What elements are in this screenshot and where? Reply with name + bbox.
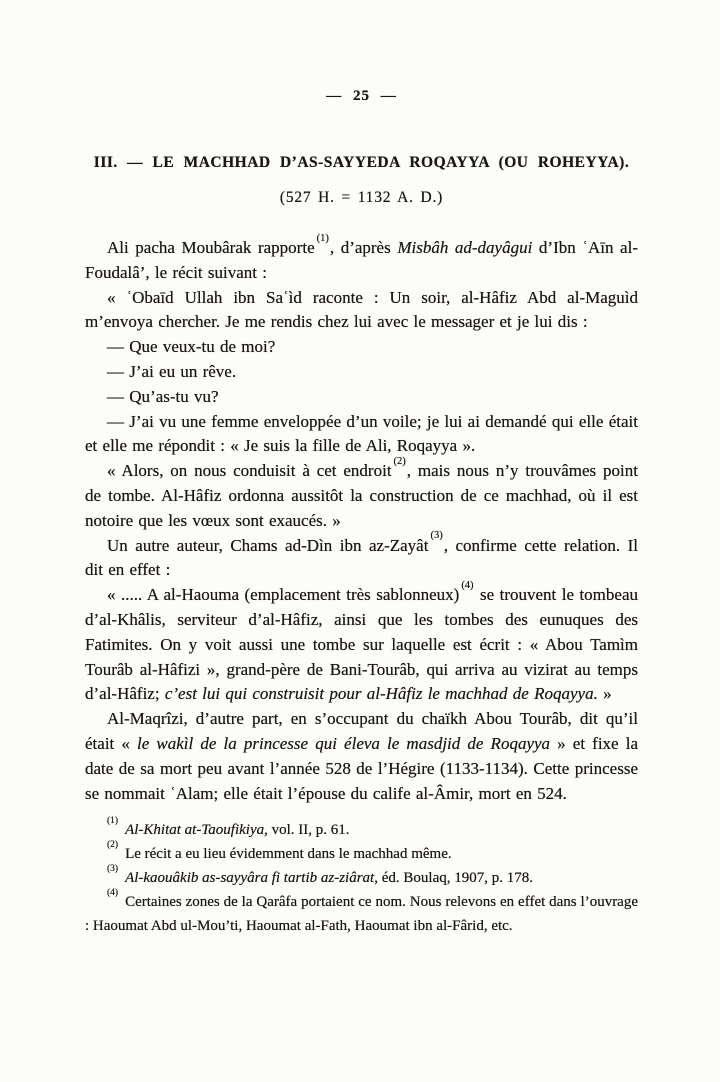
footnote-ref: (4) [461,580,474,591]
text-segment: Un autre auteur, Chams ad-Dìn ibn az-Zayât [107,535,429,555]
footnote-marker: (2) [107,840,119,851]
text-segment: — Qu’as-tu vu? [107,386,219,406]
text-segment: , confirme cette relation. Il dit en effet : [85,535,639,580]
chapter-date: (527 H. = 1132 A. D.) [279,189,444,206]
paragraph-dialogue-4 [85,410,638,460]
paragraph-haouma [85,580,638,707]
italic-text: Al-kaouâkib as-sayyâra fi tartib az-ziârat [125,870,375,887]
text-segment: — Que veux-tu de moi? [107,337,276,357]
chapter-heading: III. — LE MACHHAD D’AS-SAYYEDA ROQAYYA (OU ROHEYYA). [93,154,630,171]
footnotes [85,818,638,938]
text-segment: , vol. II, p. 61. [264,822,350,839]
footnote-ref: (1) [316,232,329,244]
text-segment: d’Ibn ʿAīn al-Foudalâ’, le récit suivant : [85,238,638,282]
paragraph-maqrizi [85,707,638,806]
text-segment: « ʿObaīd Ullah ibn Saʿìd raconte : Un soir, al-Hâfiz Abd al-Maguìd m’envoya chercher. Je me rendis chez lui avec le messager et je lui dis : [85,287,638,332]
text-segment: Certaines zones de la Qarâfa portaient ce nom. Nous relevons en effet dans l’ouvrage : Haoumat Abd ul-Mou’ti, Haoumat al-Fath, Haoumat ibn al-Fârid, etc. [85,894,638,935]
page-number: — 25 — [326,88,397,104]
paragraph-autre-auteur [85,530,639,584]
text-segment: , éd. Boulaq, 1907, p. 178. [374,870,533,887]
footnote-marker: (1) [107,816,119,827]
footnote-marker: (3) [107,864,119,875]
italic-text: Misbâh ad-dayâgui [397,238,533,257]
italic-text: le wakìl de la princesse qui éleva le masdjid de Roqayya [137,733,551,753]
italic-text: c’est lui qui construisit pour al-Hâfiz le machhad de Roqayya. [164,684,598,704]
footnote-marker: (4) [107,888,119,899]
text-column [85,0,638,938]
text-segment: , d’après [329,238,398,257]
body-text [85,232,639,806]
text-segment: » [597,684,612,704]
footnote-4 [85,890,638,938]
text-segment: » et fixe la date de sa mort peu avant l’année 528 de l’Hégire (1133-1134). Cette princesse se nommait ʿAlam; elle était l’épouse du calife al-Âmir, mort en 524. [85,733,638,803]
text-segment: Al-Maqrîzi, d’autre part, en s’occupant du chaïkh Abou Tourâb, dit qu’il était « [85,709,638,753]
footnote-3 [85,866,638,890]
text-segment: , mais nous n’y trouvâmes point de tombe. Al-Hâfiz ordonna aussitôt la construction de ce machhad, où il est notoire que les vœux sont exaucés. » [85,461,638,530]
text-segment: — J’ai eu un rêve. [107,361,237,381]
footnote-ref: (3) [430,530,443,542]
text-segment: se trouvent le tombeau d’al-Khâlis, serviteur d’al-Hâfiz, ainsi que les tombes des eunuques des Fatimites. On y voit aussi une tombe sur laquelle est écrit : « Abou Tamìm Tourâb al-Hâfizi », grand-père de Bani-Tourâb, qui arriva au vizirat au temps d’al-Hâfiz; [85,585,638,704]
paragraph-dialogue-3 [85,385,638,410]
text-segment: « ..... A al-Haouma (emplacement très sablonneux) [107,585,460,605]
italic-text: Al-Khitat at-Taoufikiya [125,822,265,839]
footnote-ref: (2) [393,456,406,468]
paragraph-dialogue-2 [85,360,638,385]
footnote-2 [85,842,638,866]
paragraph-alors [85,456,638,533]
text-segment: Le récit a eu lieu évidemment dans le machhad même. [125,846,452,863]
text-segment: « Alors, on nous conduisit à cet endroit [107,461,392,481]
paragraph-dialogue-1 [85,335,638,360]
text-segment: Ali pacha Moubârak rapporte [107,238,315,257]
text-segment: — J’ai vu une femme enveloppée d’un voile; je lui ai demandé qui elle était et elle me répondit : « Je suis la fille de Ali, Roqayya ». [85,411,638,456]
paragraph-attribution [85,232,638,286]
footnote-1 [85,818,638,842]
paragraph-obaid [85,286,638,336]
